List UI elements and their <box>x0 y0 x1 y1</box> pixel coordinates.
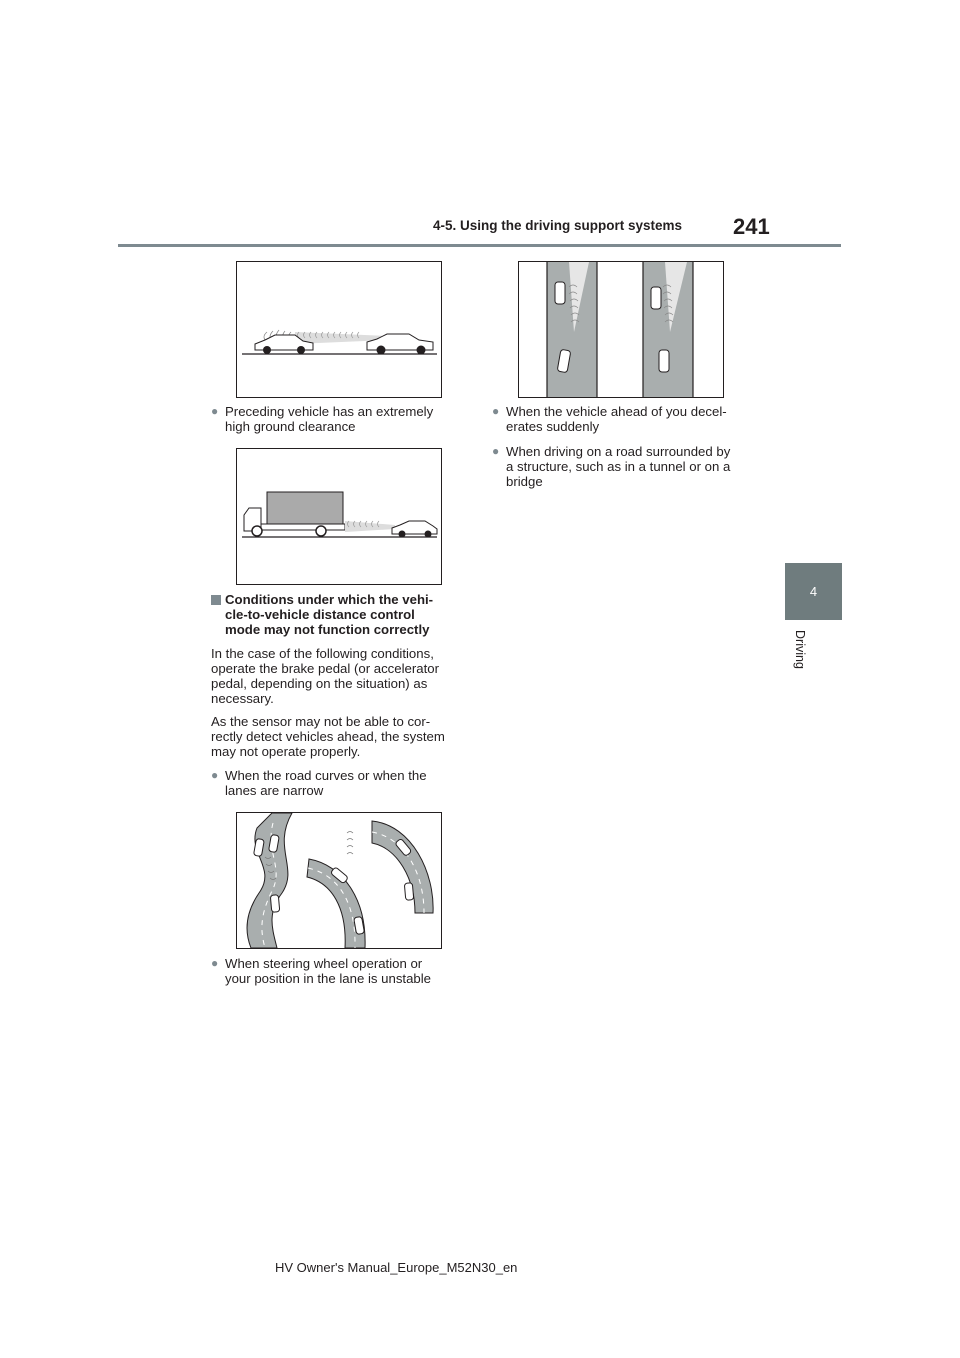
text-line: mode may not function correctly <box>225 622 430 637</box>
text-line: necessary. <box>211 691 274 706</box>
text-line: In the case of the following conditions, <box>211 646 434 661</box>
text-line: rectly detect vehicles ahead, the system <box>211 729 445 744</box>
bullet-high-clearance <box>211 404 471 434</box>
page-number: 241 <box>733 214 770 239</box>
text-line: high ground clearance <box>225 419 356 434</box>
text-line: a structure, such as in a tunnel or on a <box>506 459 731 474</box>
chapter-tab <box>785 563 842 620</box>
bullet-dot-icon: ● <box>211 956 219 970</box>
text-line: When the road curves or when the <box>225 768 427 783</box>
text-line: As the sensor may not be able to cor- <box>211 714 431 729</box>
text-line: operate the brake pedal (or accelerator <box>211 661 439 676</box>
chapter-label <box>795 630 807 690</box>
text-line: Preceding vehicle has an extremely <box>225 404 434 419</box>
section-title: 4-5. Using the driving support systems <box>433 218 683 233</box>
text-line: your position in the lane is unstable <box>225 971 432 986</box>
conditions-heading <box>211 592 471 637</box>
text-line: When the vehicle ahead of you decel- <box>506 404 727 419</box>
bullet-vehicle-decelerates <box>492 404 762 434</box>
bullet-road-curves <box>211 768 471 798</box>
header-rule <box>118 244 841 247</box>
text-line: lanes are narrow <box>225 783 324 798</box>
text-line: Conditions under which the vehi- <box>225 592 434 607</box>
bullet-dot-icon: ● <box>492 404 500 418</box>
bullet-steering-unstable <box>211 956 471 986</box>
text-line: may not operate properly. <box>211 744 361 759</box>
bullet-dot-icon: ● <box>492 444 500 458</box>
paragraph-operate-pedal <box>211 646 481 706</box>
figure-truck <box>236 448 442 585</box>
text-line: pedal, depending on the situation) as <box>211 676 428 691</box>
square-bullet-icon <box>211 595 221 605</box>
bullet-tunnel-bridge <box>492 444 762 489</box>
footer-manual-id: HV Owner's Manual_Europe_M52N30_en <box>275 1260 518 1275</box>
text-line: erates suddenly <box>506 419 600 434</box>
paragraph-sensor-detect <box>211 714 481 759</box>
text-line: bridge <box>506 474 543 489</box>
text-line: When driving on a road surrounded by <box>506 444 731 459</box>
figure-high-clearance <box>236 261 442 398</box>
bullet-dot-icon: ● <box>211 404 219 418</box>
figure-curved-roads <box>236 812 442 949</box>
chapter-label-text: Driving <box>793 630 807 669</box>
bullet-dot-icon: ● <box>211 768 219 782</box>
text-line: cle-to-vehicle distance control <box>225 607 415 622</box>
chapter-number: 4 <box>809 584 818 599</box>
text-line: When steering wheel operation or <box>225 956 423 971</box>
figure-straight-roads <box>518 261 724 398</box>
